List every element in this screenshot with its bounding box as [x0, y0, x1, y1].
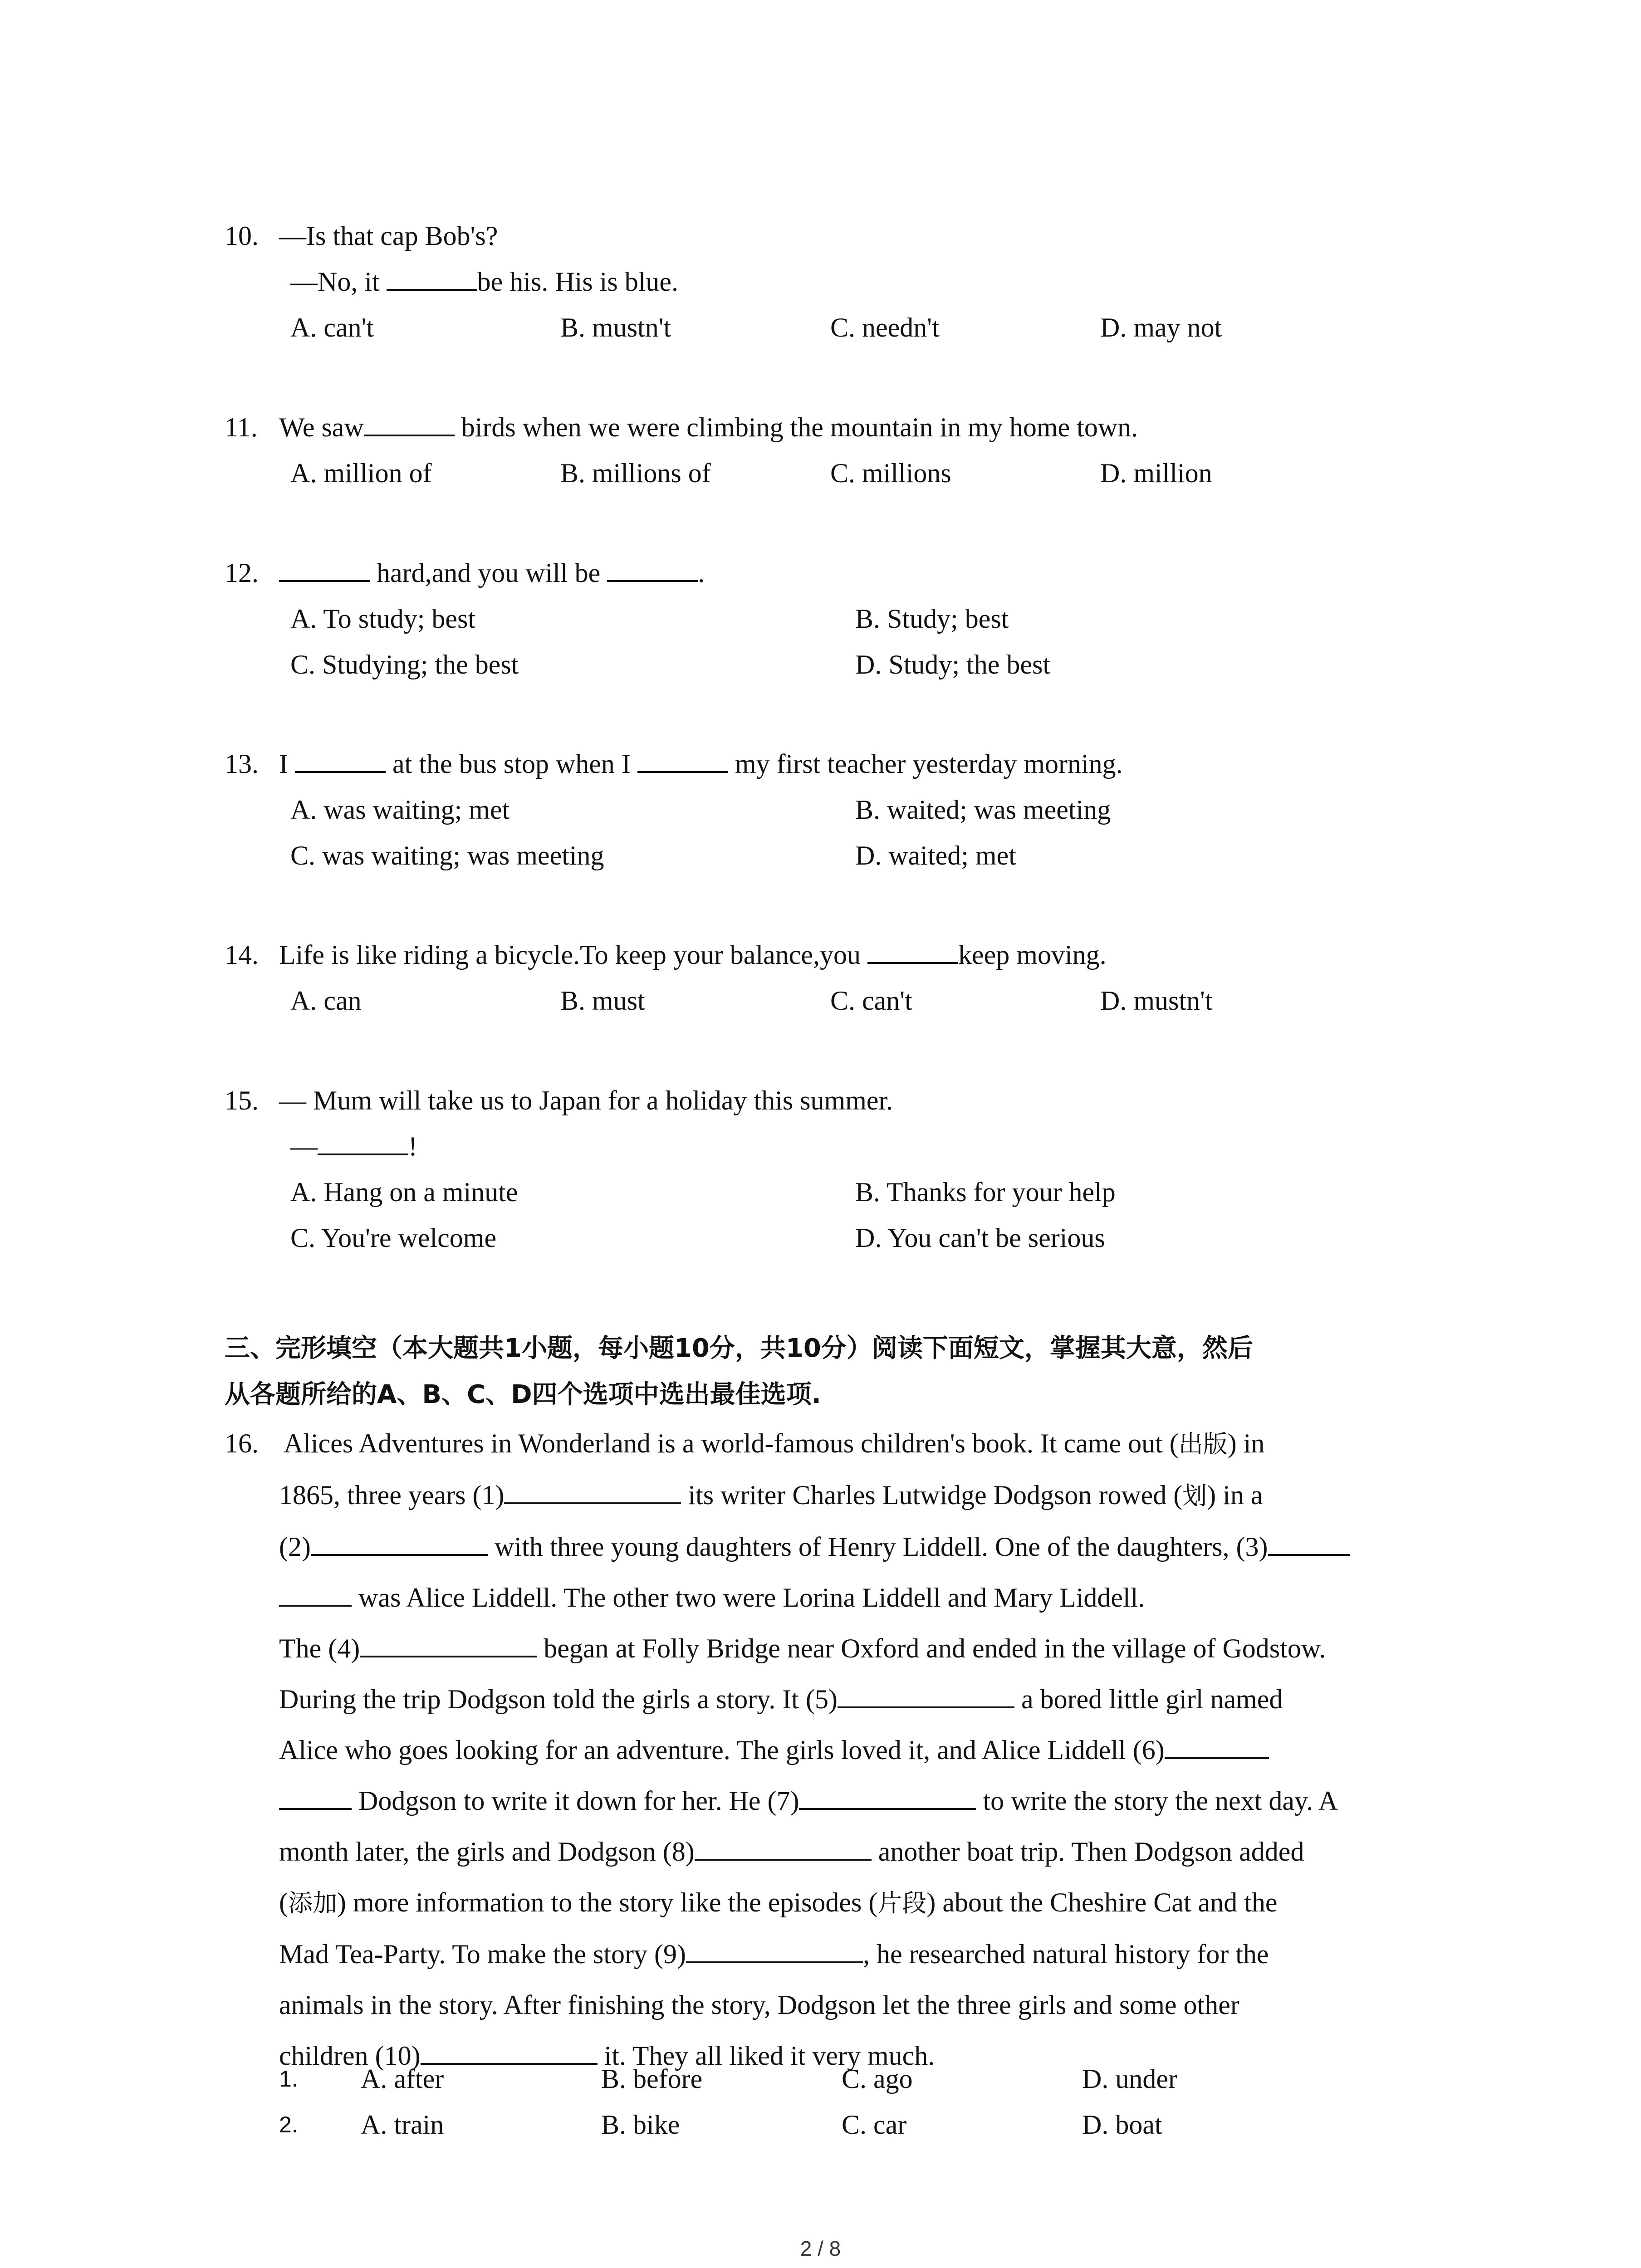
question-number: 14.: [225, 940, 259, 970]
option-c: C. ago: [842, 2064, 913, 2094]
question-10: [225, 213, 1472, 351]
passage-line: During the trip Dodgson told the girls a story. It (5) a bored little girl named: [225, 1674, 1472, 1725]
sub-question-number: 2.: [279, 2112, 298, 2137]
option-b: B. Study; best: [855, 604, 1009, 634]
option-b: B. Thanks for your help: [855, 1177, 1116, 1207]
answer-blank-5: [838, 1683, 1014, 1708]
question-number: 11.: [225, 412, 258, 442]
question-14: [225, 932, 1472, 1024]
option-a: A. Hang on a minute: [290, 1177, 518, 1207]
passage-line: month later, the girls and Dodgson (8) another boat trip. Then Dodgson added: [225, 1826, 1472, 1877]
option-b: B. mustn't: [560, 313, 671, 342]
options-row: [225, 305, 1472, 351]
options-row: [225, 450, 1472, 496]
passage-line: 1865, three years (1) its writer Charles Lutwidge Dodgson rowed (划) in a: [225, 1470, 1472, 1521]
answer-blank: [387, 265, 477, 291]
answer-blank: [607, 557, 698, 582]
answer-blank: [867, 938, 958, 964]
option-d: D. mustn't: [1100, 986, 1213, 1016]
options-row: [225, 1169, 1472, 1215]
options-row: [225, 642, 1472, 688]
option-d: D. boat: [1082, 2110, 1162, 2140]
option-b: B. must: [560, 986, 645, 1016]
option-a: A. train: [361, 2110, 444, 2140]
question-reply: —No, it be his. His is blue.: [225, 259, 1472, 305]
option-d: D. million: [1100, 458, 1212, 488]
option-b: B. millions of: [560, 458, 711, 488]
option-b: B. waited; was meeting: [855, 795, 1111, 825]
question-15: [225, 1078, 1472, 1261]
option-c: C. needn't: [830, 313, 940, 342]
answer-blank-6-cont: [279, 1784, 352, 1810]
option-d: D. under: [1082, 2064, 1177, 2094]
option-b: B. before: [601, 2064, 703, 2094]
options-row: [225, 978, 1472, 1024]
question-stem: We saw birds when we were climbing the mountain in my home town.: [279, 405, 1138, 450]
question-12: [225, 550, 1472, 688]
sub-question-2-options: [279, 2102, 1459, 2148]
passage-line: 16. Alices Adventures in Wonderland is a world-famous children's book. It came out (出版) in: [225, 1418, 1472, 1470]
section-heading: [225, 1325, 1450, 1418]
question-number: 15.: [225, 1085, 259, 1115]
question-number: 13.: [225, 749, 259, 779]
answer-blank: [637, 748, 728, 773]
options-row: [225, 596, 1472, 642]
answer-blank-4: [360, 1632, 537, 1657]
answer-blank-2: [311, 1530, 488, 1556]
question-stem: Life is like riding a bicycle.To keep your balance,you keep moving.: [279, 932, 1107, 978]
option-a: A. million of: [290, 458, 432, 488]
passage-line: was Alice Liddell. The other two were Lorina Liddell and Mary Liddell.: [225, 1572, 1472, 1623]
option-c: C. can't: [830, 986, 912, 1016]
passage-line: The (4) began at Folly Bridge near Oxford and ended in the village of Godstow.: [225, 1623, 1472, 1674]
passage-line: (添加) more information to the story like the episodes (片段) about the Cheshire Cat and the: [279, 1887, 1278, 1917]
answer-blank-6: [1165, 1734, 1269, 1759]
passage-line: (2) with three young daughters of Henry Liddell. One of the daughters, (3): [225, 1521, 1472, 1572]
passage-line: Mad Tea-Party. To make the story (9) , he researched natural history for the: [225, 1929, 1472, 1980]
question-number: 12.: [225, 558, 259, 588]
option-a: A. can: [290, 986, 362, 1016]
option-c: C. was waiting; was meeting: [290, 841, 604, 870]
answer-blank-3: [1268, 1530, 1350, 1556]
answer-blank-8: [695, 1835, 872, 1861]
answer-blank-1: [504, 1479, 681, 1504]
question-number: 16.: [225, 1428, 259, 1458]
question-stem: hard,and you will be .: [279, 550, 705, 596]
question-stem: —Is that cap Bob's?: [279, 221, 498, 251]
answer-blank-9: [686, 1938, 863, 1963]
passage-line: Dodgson to write it down for her. He (7) to write the story the next day. A: [225, 1775, 1472, 1826]
options-row: [225, 1215, 1472, 1261]
sub-question-1-options: [279, 2056, 1459, 2102]
sub-question-number: 1.: [279, 2066, 298, 2092]
answer-blank-7: [799, 1784, 976, 1810]
answer-blank: [279, 557, 370, 582]
answer-blank: [318, 1130, 408, 1155]
option-c: C. You're welcome: [290, 1223, 497, 1253]
answer-blank-3-cont: [279, 1581, 352, 1607]
passage-line: Alice who goes looking for an adventure. The girls loved it, and Alice Liddell (6): [225, 1725, 1472, 1775]
options-row: [225, 833, 1472, 879]
answer-blank: [364, 411, 455, 436]
question-13: [225, 741, 1472, 879]
question-reply: — !: [225, 1124, 1472, 1169]
option-a: A. can't: [290, 313, 374, 342]
options-row: [225, 787, 1472, 833]
option-a: A. after: [361, 2064, 444, 2094]
option-d: D. waited; met: [855, 841, 1016, 870]
cloze-passage: [225, 1418, 1472, 2081]
option-a: A. was waiting; met: [290, 795, 510, 825]
option-a: A. To study; best: [290, 604, 476, 634]
answer-blank: [295, 748, 386, 773]
option-c: C. Studying; the best: [290, 650, 519, 679]
question-stem: — Mum will take us to Japan for a holiday this summer.: [279, 1085, 893, 1115]
option-c: C. car: [842, 2110, 907, 2140]
passage-line: children (10) it. They all liked it very much.: [225, 2030, 1472, 2081]
option-d: D. Study; the best: [855, 650, 1050, 679]
section-heading-line-2: 从各题所给的A、B、C、D四个选项中选出最佳选项.: [225, 1380, 821, 1409]
option-c: C. millions: [830, 458, 951, 488]
option-b: B. bike: [601, 2110, 680, 2140]
option-d: D. may not: [1100, 313, 1222, 342]
question-number: 10.: [225, 221, 259, 251]
question-stem: I at the bus stop when I my first teacher yesterday morning.: [279, 741, 1123, 787]
option-d: D. You can't be serious: [855, 1223, 1105, 1253]
question-11: [225, 405, 1472, 496]
page-number: 2 / 8: [800, 2237, 841, 2260]
passage-line: animals in the story. After finishing the story, Dodgson let the three girls and some other: [279, 1990, 1239, 2020]
section-heading-line-1: 三、完形填空（本大题共1小题，每小题10分，共10分）阅读下面短文，掌握其大意，然后: [225, 1334, 1253, 1363]
